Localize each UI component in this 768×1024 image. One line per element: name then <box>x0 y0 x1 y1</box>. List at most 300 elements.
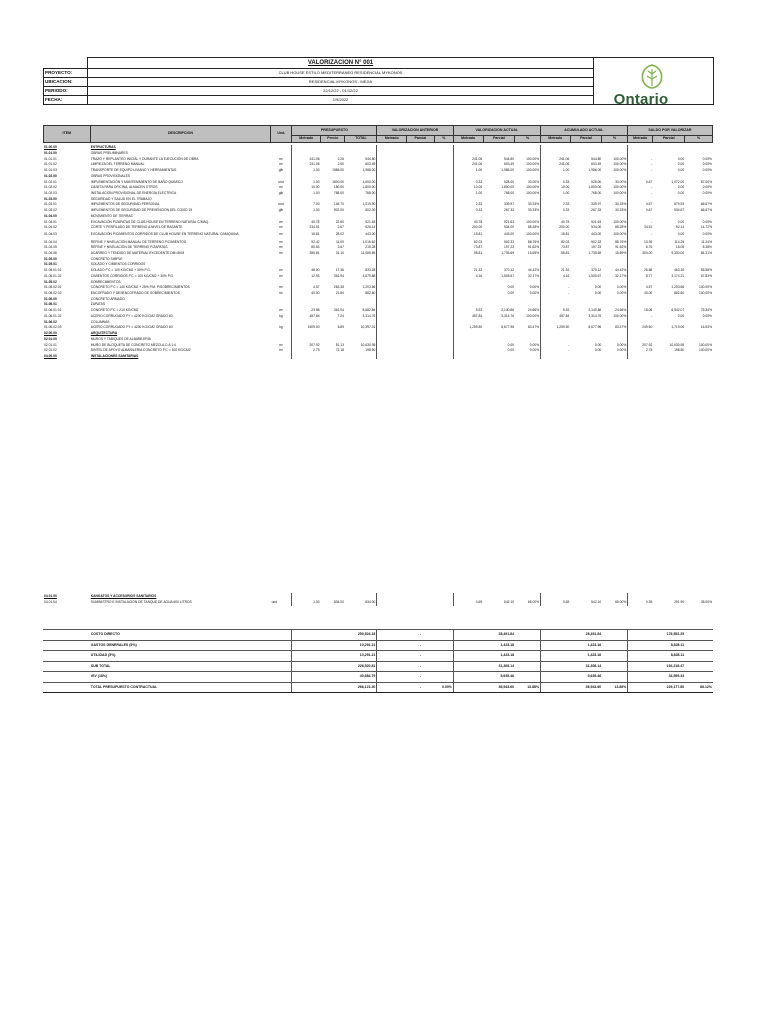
total-vp: 31,308.14 <box>483 661 515 672</box>
total-label: UTILIDAD (5%) <box>90 651 271 662</box>
cell-sp: 679.93 <box>674 202 685 207</box>
cell-pm: 40.00 <box>292 291 321 297</box>
cell-pm: 1.00 <box>292 191 321 197</box>
group-anterior: VALORIZACION ANTERIOR <box>377 126 453 136</box>
cell-sm: 4.67 <box>628 202 654 208</box>
sub-metrado: Metrado <box>627 136 652 143</box>
cell-cp: 443.00 <box>591 232 602 237</box>
cell-cm: - <box>541 342 571 348</box>
cell-cp: 0.00 <box>594 285 602 290</box>
cell-sm: 0.67 <box>628 179 654 185</box>
cell-sm: 6.76 <box>628 245 654 251</box>
cell-pp: 263.38 <box>333 285 344 290</box>
cell-und: m² <box>279 291 283 296</box>
total-blank <box>292 682 321 693</box>
cell-vpc: 15.69% <box>527 251 540 256</box>
cell-und: kg <box>279 313 283 318</box>
cell-vpc: 0.00% <box>529 342 540 347</box>
cell-am <box>377 354 407 360</box>
total-spc <box>685 651 713 662</box>
cell-cp <box>570 354 602 360</box>
cell-pp: 51.13 <box>335 342 344 347</box>
col-item: ITEM <box>44 126 91 143</box>
cell-desc: ZAPATAS <box>90 302 106 307</box>
cell-pt: 626.14 <box>365 225 376 230</box>
cell-sm: - <box>628 314 654 320</box>
cell-pm: 241.06 <box>292 156 321 162</box>
total-blank <box>271 640 292 651</box>
cell-cm: 5.92 <box>541 308 571 314</box>
cell-sp: 92.14 <box>675 225 685 230</box>
cell-pm: 2.75 <box>292 348 321 354</box>
cell-cm: 1,259.50 <box>541 325 571 331</box>
cell-code: 01.04.04 <box>44 239 57 244</box>
cell-vpc: 100.00% <box>526 232 540 237</box>
cell-sm: - <box>628 185 654 191</box>
cell-code: 01.04.03 <box>44 232 57 237</box>
cell-sp: 1,072.00 <box>671 179 685 184</box>
cell-cpc: 100.00% <box>613 219 627 224</box>
total-blank <box>628 640 654 651</box>
cell-cpc: 100.00% <box>613 232 627 237</box>
cell-cpc: 91.62% <box>615 245 627 250</box>
cell-apc <box>434 231 453 240</box>
cell-cpc: 33.00% <box>615 179 627 184</box>
cell-cp: 267.33 <box>591 208 602 213</box>
cell-pp: 31.10 <box>335 251 344 256</box>
totals-row <box>43 651 713 662</box>
cell-cm: 1.00 <box>541 191 571 197</box>
total-cpc: 13.88% <box>602 682 628 693</box>
cell-cp: 370.12 <box>591 268 602 273</box>
cell-code: 01.03.00 <box>44 196 57 201</box>
cell-desc: CASETA PARA OFICINA, ALMACEN OTROS <box>90 185 158 190</box>
cell-pp: 6.89 <box>337 325 344 330</box>
cell-pm: 7.00 <box>292 202 321 208</box>
cell-code: 01.04.06 <box>44 251 57 256</box>
cell-spc: 100.00% <box>698 342 712 347</box>
total-blank <box>271 630 292 641</box>
cell-spc: 100.00% <box>698 291 712 296</box>
cell-ap <box>407 231 435 240</box>
cell-vm: 40.78 <box>453 219 483 225</box>
cell-apc <box>434 600 453 607</box>
cell-desc: LIMPIEZA DEL TERRENO MANUAL <box>90 162 145 167</box>
cell-pm: 80.63 <box>292 245 321 251</box>
cell-vpc: 24.66% <box>527 308 540 313</box>
total-blank <box>377 661 407 672</box>
cell-spc: 35.00% <box>700 600 712 605</box>
cell-desc: CONCRETO F'C = 210 KG/CM2 <box>90 308 139 313</box>
cell-desc: CIMIENTOS CORRIDOS F'C = 100 KG/CM2 + 30% P.G. <box>90 273 174 278</box>
cell-spc: 11.24% <box>701 239 712 244</box>
cell-pm: 1.00 <box>292 208 321 214</box>
total-ap: - <box>407 630 435 641</box>
cell-vpc: 33.33% <box>527 202 540 207</box>
total-vpc <box>515 630 541 641</box>
cell-code: 01.05.00 <box>44 256 57 261</box>
sub-parcial: Parcial <box>653 136 685 143</box>
cell-vpc: 100.00% <box>526 219 540 224</box>
cell-am <box>377 600 407 607</box>
total-blank <box>541 651 571 662</box>
total-sp: 8,828.11 <box>653 640 685 651</box>
budget-table-continued <box>43 593 713 606</box>
cell-pt: 833.28 <box>365 268 376 273</box>
cell-cp: 1,735.69 <box>588 251 602 256</box>
cell-sm: 10.39 <box>628 239 654 245</box>
sub-percent: % <box>515 136 541 143</box>
cell-vp: 603.49 <box>503 162 515 167</box>
total-cp: 31,308.14 <box>570 661 602 672</box>
cell-sp: 534.67 <box>674 208 685 213</box>
totals-table <box>43 629 713 693</box>
cell-und: m³ <box>279 219 283 224</box>
cell-ap <box>407 600 435 607</box>
cell-und: und <box>278 179 284 184</box>
cell-sm: - <box>628 231 654 240</box>
cell-pm: 1.00 <box>292 600 321 607</box>
cell-spc: 75.34% <box>700 308 712 313</box>
cell-desc: INSTALACIÓN PROVISIONAL DE ENERGÍA ELÉCTRICA <box>90 190 177 195</box>
cell-vp: 921.63 <box>503 219 515 224</box>
sub-total: TOTAL <box>345 136 377 143</box>
cell-cm: 200.00 <box>541 225 571 231</box>
group-saldo: SALDO POR VALORIZAR <box>627 126 712 136</box>
cell-cp: 603.49 <box>591 162 602 167</box>
total-ap: - <box>407 672 435 683</box>
cell-pt: 215.28 <box>365 245 376 250</box>
cell-spc: 0.00% <box>702 185 712 190</box>
total-blank <box>292 640 321 651</box>
total-vpc <box>515 672 541 683</box>
cell-pp: 768.00 <box>333 190 344 195</box>
totals-row <box>43 640 713 651</box>
periodo-value: 22/12/22 - 01/12/22 <box>88 87 594 96</box>
cell-code: 01.01.02 <box>44 162 57 167</box>
total-label: SUB TOTAL <box>90 661 271 672</box>
total-blank <box>628 672 654 683</box>
cell-vp: 534.00 <box>503 225 515 230</box>
cell-vp: 1,800.00 <box>501 185 515 190</box>
budget-table <box>43 145 713 359</box>
cell-spc: 66.67% <box>700 208 712 213</box>
cell-cp: 768.00 <box>591 190 602 195</box>
cell-vp: 1,505.67 <box>501 273 515 278</box>
cell-pm <box>292 354 321 360</box>
cell-sp: 1,719.06 <box>671 325 685 330</box>
sub-metrado: Metrado <box>292 136 321 143</box>
cell-pm: 23.98 <box>292 308 321 314</box>
total-blank <box>321 630 345 641</box>
cell-spc: 0.00% <box>702 232 712 237</box>
cell-code: 02.01.02 <box>44 348 57 353</box>
cell-cpc: 100.00% <box>613 185 627 190</box>
cell-pm: 355.81 <box>292 251 321 257</box>
cell-vp: 768.00 <box>503 190 515 195</box>
cell-cpc: 88.76% <box>615 239 627 244</box>
total-ap: - <box>407 661 435 672</box>
cell-cpc: 83.47% <box>615 325 627 330</box>
total-apc: 0.00% <box>434 682 453 693</box>
cell-cm: 4.16 <box>541 274 571 280</box>
cell-cpc: 100.00% <box>613 156 627 161</box>
cell-vp: 3,314.76 <box>501 313 515 318</box>
cell-pm: 4.57 <box>292 285 321 291</box>
cell-vp: 2,140.86 <box>501 308 515 313</box>
total-cp: 1,423.16 <box>570 651 602 662</box>
cell-cp: 0.00 <box>594 291 602 296</box>
cell-desc: REFINE Y NIVELACIÓN DE TERRENO P/ZAPATAS <box>90 245 168 250</box>
total-sp: 229,177.80 <box>653 682 685 693</box>
cell-vpc: 100.00% <box>526 168 540 173</box>
cell-pt: 834.00 <box>365 600 376 605</box>
cell-cpc: 100.00% <box>613 162 627 167</box>
cell-pp: 180.00 <box>333 185 344 190</box>
total-blank <box>43 672 90 683</box>
cell-code: 01.05.02 <box>44 279 57 284</box>
cell-cpc: 85.28% <box>615 225 627 230</box>
cell-cm: - <box>541 291 571 297</box>
total-blank <box>321 661 345 672</box>
cell-sp: 0.00 <box>677 156 685 161</box>
cell-spc: 0.00% <box>702 162 712 167</box>
cell-und: m² <box>279 185 283 190</box>
cell-cpc: 100.00% <box>613 168 627 173</box>
cell-pp: 72.18 <box>335 348 344 353</box>
proyecto-label: PROYECTO: <box>44 69 88 78</box>
total-blank <box>43 630 90 641</box>
cell-vpc <box>515 354 541 360</box>
cell-cp: 0.00 <box>594 348 602 353</box>
cell-desc: ACERO CORRUGADO FY = 4200 KG/CM2 GRADO 60 <box>90 313 173 318</box>
total-pt: 250,524.18 <box>345 630 377 641</box>
cell-sm: 0.67 <box>628 208 654 214</box>
total-vpc: 13.88% <box>515 682 541 693</box>
cell-pp: 28.02 <box>335 232 344 237</box>
cell-cm: 73.87 <box>541 245 571 251</box>
total-label: IGV (18%) <box>90 672 271 683</box>
cell-vm: 21.32 <box>453 268 483 274</box>
total-blank <box>43 661 90 672</box>
cell-und: m³ <box>279 308 283 313</box>
total-blank <box>271 651 292 662</box>
cell-sp: 882.60 <box>674 291 685 296</box>
cell-pp: 21.84 <box>335 291 344 296</box>
cell-vm: 200.00 <box>453 225 483 231</box>
cell-und: kg <box>279 325 283 330</box>
cell-und: glb <box>278 208 284 213</box>
cell-sp: 6,542.07 <box>671 308 685 313</box>
cell-code: 01.00.00 <box>44 145 57 150</box>
total-cpc <box>602 672 628 683</box>
total-blank <box>292 630 321 641</box>
cell-code: 01.02.03 <box>44 190 57 195</box>
cell-cm: 15.81 <box>541 231 571 240</box>
cell-und: und <box>278 202 284 207</box>
cell-vpc: 100.00% <box>526 162 540 167</box>
cell-sp <box>653 354 685 360</box>
cell-spc: 84.31% <box>700 251 712 256</box>
cell-desc: ACARREO Y TENDIDO DE MATERIAL EXCEDENTE DM=5KM <box>90 251 185 256</box>
cell-code: 04.00.00 <box>44 353 57 358</box>
cell-desc: ARQUITECTURA <box>90 331 118 336</box>
total-blank <box>541 672 571 683</box>
cell-vp: 544.80 <box>503 156 515 161</box>
total-blank <box>271 682 292 693</box>
cell-am <box>377 231 407 240</box>
cell-cm: 2.33 <box>541 202 571 208</box>
cell-und: und <box>271 600 278 605</box>
cell-pm: 15.81 <box>292 231 321 240</box>
cell-sm: 18.06 <box>628 308 654 314</box>
total-spc <box>685 661 713 672</box>
total-blank <box>541 630 571 641</box>
cell-cpc: 0.00% <box>616 348 627 353</box>
total-blank <box>541 640 571 651</box>
cell-und: m³ <box>279 348 283 353</box>
total-vpc <box>515 640 541 651</box>
cell-cpc: 100.00% <box>613 313 627 318</box>
cell-vp: 528.00 <box>503 179 515 184</box>
cell-sm: 34.51 <box>628 225 654 231</box>
cell-desc: OBRAS PROVISIONALES <box>90 173 130 178</box>
cell-code: 01.01.03 <box>44 168 57 173</box>
cell-sm: 26.68 <box>628 268 654 274</box>
cell-und: m² <box>279 156 283 161</box>
cell-pm: 48.00 <box>292 268 321 274</box>
cell-sp: 18.05 <box>675 245 685 250</box>
cell-code: 01.06.01.01 <box>44 308 62 313</box>
cell-pm: 457.84 <box>292 314 321 320</box>
report-title: VALORIZACION N° 001 <box>88 58 594 69</box>
cell-code: 02.01.00 <box>44 336 57 341</box>
total-blank <box>453 640 483 651</box>
cell-code: 01.01.00 <box>44 150 57 155</box>
cell-pt: 1,019.90 <box>362 202 376 207</box>
total-apc <box>434 672 453 683</box>
cell-vpc: 100.00% <box>526 190 540 195</box>
cell-cp: 921.63 <box>591 219 602 224</box>
total-apc <box>434 630 453 641</box>
cell-cm: 0.65 <box>541 600 571 607</box>
totals-row <box>43 630 713 641</box>
cell-desc: IMPLEMENTOS DE SEGURIDAD DE PREVENCIÓN DEL COVID 19 <box>90 208 193 213</box>
cell-sm <box>628 354 654 360</box>
cell-vp: 370.12 <box>503 268 515 273</box>
cell-sm: - <box>628 156 654 162</box>
cell-cp: 339.97 <box>591 202 602 207</box>
cell-pp: 7.24 <box>337 313 344 318</box>
cell-pp: 17.36 <box>335 268 344 273</box>
cell-ap <box>407 354 435 360</box>
total-blank <box>628 682 654 693</box>
cell-pm: 40.78 <box>292 219 321 225</box>
cell-sm: 4.57 <box>628 285 654 291</box>
cell-vm: 4.16 <box>453 274 483 280</box>
cell-spc: 0.00% <box>702 168 712 173</box>
cell-sp: 0.00 <box>677 219 685 224</box>
cell-pp: 22.60 <box>335 219 344 224</box>
cell-sm: 249.50 <box>628 325 654 331</box>
cell-code: 04.01.04 <box>44 600 57 605</box>
total-blank <box>321 682 345 693</box>
cell-pp: 2.67 <box>337 225 344 230</box>
cell-sp: 0.00 <box>677 162 685 167</box>
proyecto-value: CLUB HOUSE ESTILO MEDITERRANEO RESIDENCIAL MYKONOS <box>88 69 594 78</box>
total-blank <box>453 661 483 672</box>
cell-vp: 902.33 <box>503 239 515 244</box>
cell-code: 01.03.01 <box>44 202 57 207</box>
cell-cpc: 32.17% <box>615 273 627 278</box>
cell-code: 01.05.01.02 <box>44 273 62 278</box>
cell-und <box>271 354 292 360</box>
total-vp: 1,423.18 <box>483 640 515 651</box>
cell-vm: 1.00 <box>453 168 483 174</box>
cell-und: m² <box>279 245 283 250</box>
cell-sm: 0.35 <box>628 600 654 607</box>
cell-pt: 10,397.01 <box>360 325 376 330</box>
cell-cpc: 65.00% <box>615 600 627 605</box>
total-blank <box>377 672 407 683</box>
cell-pt: 802.00 <box>365 208 376 213</box>
cell-desc: SOBRECIMIENTOS <box>90 279 121 284</box>
cell-vpc: 33.00% <box>527 179 540 184</box>
total-blank <box>292 661 321 672</box>
cell-vm: 0.33 <box>453 179 483 185</box>
cell-vpc: 0.00% <box>529 348 540 353</box>
cell-desc: ENCOFRADO Y DESENCOFRADO DE SOBRECIMIENTOS <box>90 291 180 296</box>
cell-vm: 0.65 <box>453 600 483 607</box>
cell-pp: 361.94 <box>333 273 344 278</box>
cell-spc: 0.00% <box>702 219 712 224</box>
cell-cm: 1.00 <box>541 168 571 174</box>
cell-pt: 1,600.00 <box>362 179 376 184</box>
cell-pp: 1600.00 <box>332 179 344 184</box>
group-presupuesto: PRESUPUESTO <box>292 126 377 136</box>
total-vp: 1,423.18 <box>483 651 515 662</box>
cell-und: m³ <box>279 285 283 290</box>
total-cp: 5,635.46 <box>570 672 602 683</box>
cell-desc: CORTE Y PERFILADO DE TERRENO A NIVEL DE RASANTE <box>90 225 183 230</box>
total-blank <box>292 672 321 683</box>
cell-desc: EXCAVACIÓN P/ZAPATAS DE CLUB HOUSE EN TERRENO NATURAL C/MAQ. <box>90 219 210 224</box>
cell-code: 01.06.01 <box>44 302 57 307</box>
cell-pt <box>345 354 377 360</box>
col-und: Und. <box>271 126 292 143</box>
total-blank <box>453 682 483 693</box>
cell-pm: 241.06 <box>292 162 321 168</box>
cell-cm: 0.33 <box>541 208 571 214</box>
cell-cm: - <box>541 285 571 291</box>
total-blank <box>43 682 90 693</box>
cell-vm: 1,259.50 <box>453 325 483 331</box>
cell-pt: 198.50 <box>365 348 376 353</box>
cell-desc: CONCRETO ARMADO <box>90 296 125 301</box>
cell-code: 01.06.02.03 <box>44 325 62 330</box>
total-spc <box>685 630 713 641</box>
cell-sm: - <box>628 191 654 197</box>
fecha-label: FECHA: <box>44 96 88 105</box>
total-spc: 86.12% <box>685 682 713 693</box>
cell-pp: 2.50 <box>337 162 344 167</box>
cell-desc: INSTALACIONES SANITARIAS <box>90 353 139 358</box>
cell-cpc: 24.66% <box>615 308 627 313</box>
cell-spc: 0.00% <box>702 313 712 318</box>
cell-vpc: 91.62% <box>527 245 540 250</box>
cell-sm: 207.92 <box>628 342 654 348</box>
cell-spc: 0.00% <box>702 190 712 195</box>
